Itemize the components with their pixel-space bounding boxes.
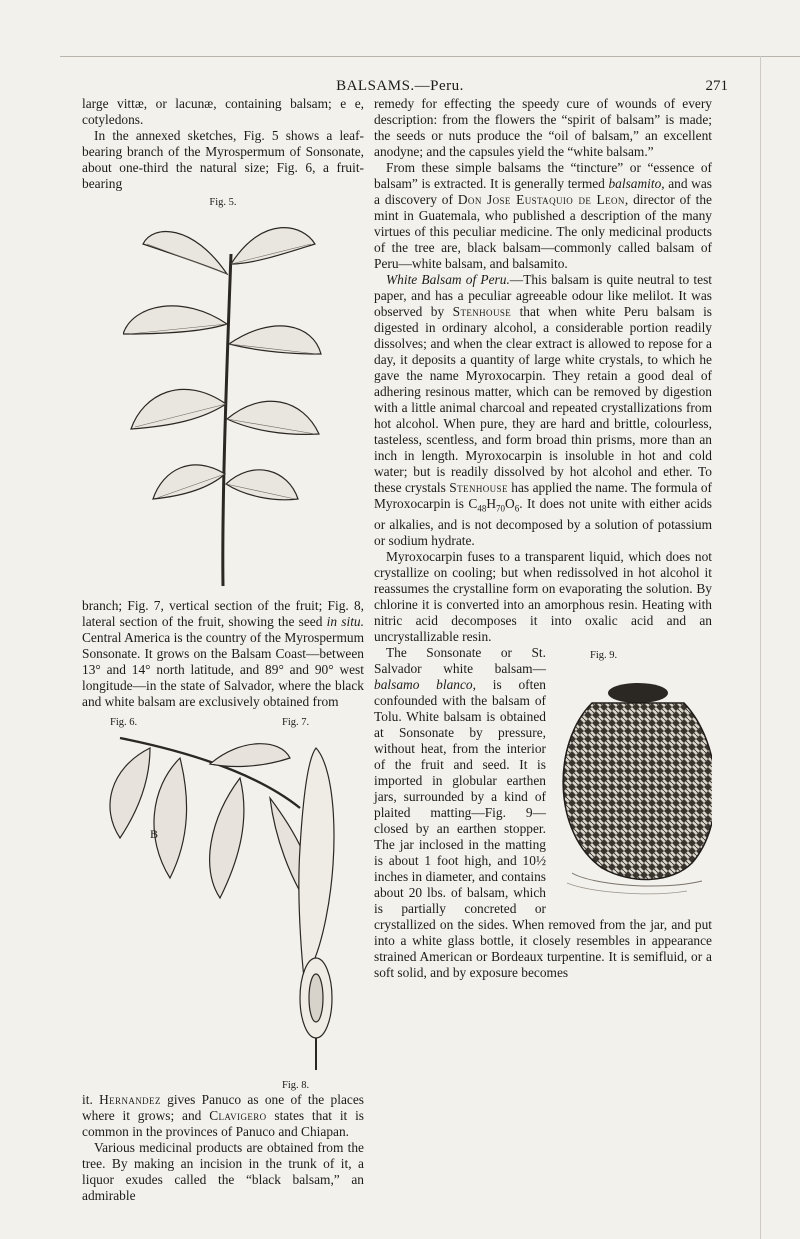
fruit-branch-illustration — [90, 728, 362, 1073]
leaf-branch-illustration — [123, 214, 323, 590]
paragraph: branch; Fig. 7, vertical section of the fruit; Fig. 8, lateral section of the fruit, showing the seed in situ. Central America is the country of the Myrospermum Sonsonate. It grows on the Balsam Coast—between 13° and 14° north latitude, and 89° and 90° west longitude—in the state of Salvador, where the black and white balsam are exclusively obtained from — [82, 598, 364, 709]
left-column — [82, 96, 364, 1204]
figures-6-7-8 — [82, 712, 364, 1091]
page-number: 271 — [705, 78, 728, 94]
figure-caption: Fig. 8. — [282, 1080, 310, 1091]
page-right-rule — [760, 56, 761, 1239]
running-title: BALSAMS.—Peru. — [336, 78, 464, 94]
paragraph: large vittæ, or lacunæ, containing balsam; e e, cotyledons. — [82, 96, 364, 127]
matted-jar-illustration — [552, 663, 712, 903]
paragraph: White Balsam of Peru.—This balsam is quite neutral to test paper, and has a peculiar agreeable odour like melilot. It was observed by Stenhouse that when white Peru balsam is digested in ordinary alcohol, a considerable portion readily dissolves; and when the clear extract is allowed to repose for a day, it deposits a quantity of large white crystals, to which he gave the name Myroxocarpin. They retain a good deal of adhering resinous matter, which can be removed by digestion with a little animal charcoal and repeated crystallizations from hot alcohol. When pure, they are hard and brittle, colourless, tasteless, scentless, and form broad thin prisms, more than an inch in length. Myroxocarpin is insoluble in hot and cold water; but is readily dissolved by hot alcohol and ether. To these crystals Stenhouse has applied the name. The formula of Myroxocarpin is $C_{48}H_{70}O_6$. It does not unite with either acids or alkalies, and is not decomposed by a solution of potassium or sodium hydrate. — [374, 272, 712, 548]
figure-caption: Fig. 5. — [209, 197, 237, 208]
paragraph: Myroxocarpin fuses to a transparent liquid, which does not crystallize on cooling; but when redissolved in hot alcohol it reassumes the crystalline form on evaporating the solution. By chlorine it is converted into an amorphous resin. Heating with nitric acid decomposes it into oxalic acid and an uncrystallizable resin. — [374, 548, 712, 644]
paragraph: Various medicinal products are obtained from the tree. By making an incision in the trunk of it, a liquor exudes called the “black balsam,” an admirable — [82, 1140, 364, 1203]
paragraph: The Sonsonate or St. Salvador white balsam—balsamo blanco, is often confounded with the balsam of Tolu. White balsam is obtained at Sonsonate by pressure, without heat, from the interior of the fruit and seed. It is imported in globular earthen jars, surrounded by a kind of plaited matting—Fig. 9—closed by an earthen stopper. The jar inclosed in the matting is about 1 foot high, and 10½ inches in diameter, and contains about 20 lbs. of balsam, which is partially concreted or crystallized on the sides. When removed from the jar, and put into a white glass bottle, it closely resembles in appearance strained American or Bordeaux turpentine. It is semifluid, or a soft solid, and by exposure becomes — [374, 644, 712, 980]
paragraph: remedy for effecting the speedy cure of wounds of every description: from the flowers the “spirit of balsam” is made; the seeds or nuts produce the “oil of balsam,” an excellent anodyne; and the capsules yield the “white balsam.” — [374, 96, 712, 159]
paragraph: From these simple balsams the “tincture” or “essence of balsam” is extracted. It is generally termed balsamito, and was a discovery of Don Jose Eustaquio de Leon, director of the mint in Guatemala, who published a description of the many virtues of this peculiar medicine. The only medicinal products of the tree are, black balsam—commonly called balsam of Peru—white balsam, and balsamito. — [374, 160, 713, 271]
paragraph: it. Hernandez gives Panuco as one of the places where it grows; and Clavigero states that it is common in the provinces of Panuco and Chiapan. — [82, 1092, 364, 1139]
page-top-rule — [60, 56, 800, 57]
figure-9-balsam-jar — [552, 645, 712, 905]
figure-5-leaf-branch — [82, 214, 364, 594]
paragraph: In the annexed sketches, Fig. 5 shows a leaf-bearing branch of the Myrospermum of Sonsonate, about one-third the natural size; Fig. 6, a fruit-bearing — [82, 128, 364, 191]
figure-caption: Fig. 6. — [110, 717, 138, 728]
right-column — [374, 96, 712, 981]
figure-caption: Fig. 7. — [282, 717, 310, 728]
figure-caption: Fig. 9. — [590, 649, 618, 661]
figure-letter-b: B — [150, 827, 159, 841]
